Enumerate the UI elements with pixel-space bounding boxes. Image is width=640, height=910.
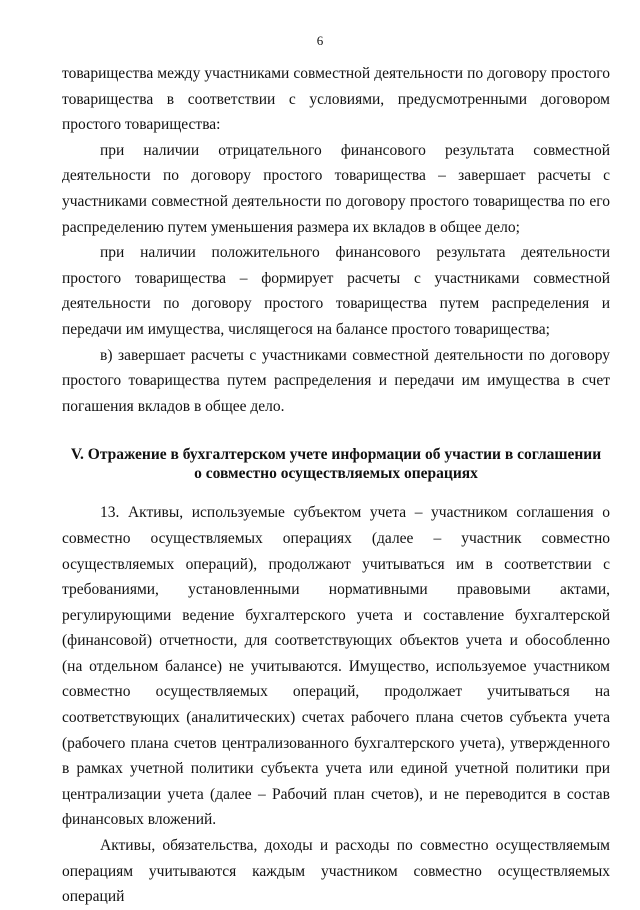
section-heading: [62, 445, 610, 483]
document-body: [62, 61, 610, 910]
page-number: 6: [316, 33, 324, 48]
paragraph-continuation: товарищества между участниками совместной деятельности по договору простого товарищества в соответствии с условиями, предусмотренными договором простого товарищества:: [62, 65, 610, 134]
paragraph-negative-result: при наличии отрицательного финансового результата совместной деятельности по договору простого товарищества – завершает расчеты с участниками совместной деятельности по договору простого товарищества по его распределению путем уменьшения размера их вкладов в общее дело;: [62, 141, 610, 236]
section-heading-line-2: о совместно осуществляемых операциях: [194, 465, 478, 483]
paragraph-13: 13. Активы, используемые субъектом учета – участником соглашения о совместно осуществляемых операциях (далее – участник совместно осуществляемых операций), продолжают учитываться им в соответствии с требованиями, установленными нормативными правовыми актами, регулирующими ведение бухгалтерского учета и составление бухгалтерской (финансовой) отчетности, для соответствующих объектов учета и обособленно (на отдельном балансе) не учитываются. Имущество, используемое участником совместно осуществляемых операций, продолжает учитываться на соответствующих (аналитических) счетах рабочего плана счетов субъекта учета (рабочего плана счетов централизованного бухгалтерского учета), утвержденного в рамках учетной политики субъекта учета или единой учетной политики при централизации учета (далее – Рабочий план счетов), и не переводится в состав финансовых вложений.: [62, 504, 610, 829]
section-heading-line-1: V. Отражение в бухгалтерском учете информации об участии в соглашении: [70, 446, 602, 464]
paragraph-item-v: в) завершает расчеты с участниками совместной деятельности по договору простого товарищества путем распределения и передачи им имущества в счет погашения вкладов в общее дело.: [62, 346, 610, 415]
paragraph-assets-liabilities: Активы, обязательства, доходы и расходы по совместно осуществляемым операциям учитываются каждым участником совместно осуществляемых операций: [62, 837, 610, 906]
paragraph-positive-result: при наличии положительного финансового результата деятельности простого товарищества – формирует расчеты с участниками совместной деятельности по договору простого товарищества путем распределения и передачи им имущества, числящегося на балансе простого товарищества;: [62, 244, 610, 338]
